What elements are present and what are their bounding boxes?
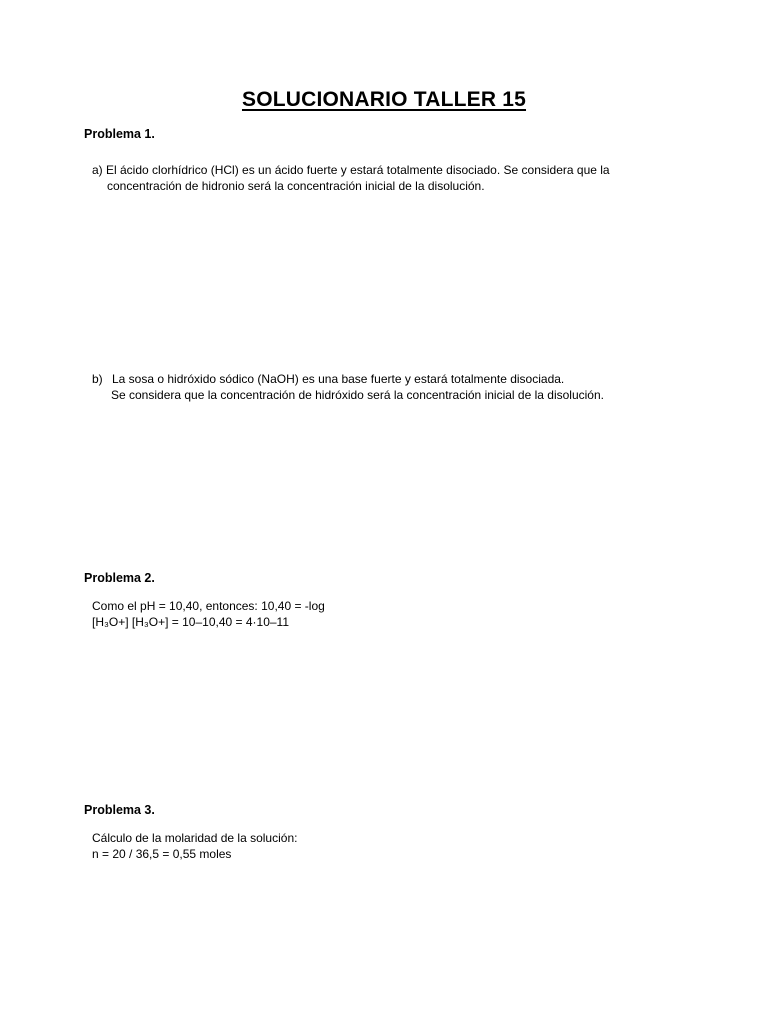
problem-1-part-a [92,162,610,194]
problem-1-part-b-line-2: Se considera que la concentración de hidróxido será la concentración inicial de la disolución. [111,388,604,402]
problem-1-part-a-line-2: concentración de hidronio será la concentración inicial de la disolución. [107,179,485,193]
problem-3-line-2: n = 20 / 36,5 = 0,55 moles [92,847,232,861]
problem-3-heading: Problema 3. [84,803,155,817]
problem-2-line-2: [H₃O+] [H₃O+] = 10–10,40 = 4·10–11 [92,615,290,629]
problem-1-part-b-label: b) [92,372,103,386]
document-title: SOLUCIONARIO TALLER 15 [241,88,527,111]
problem-2-body [92,598,325,630]
problem-1-part-b [92,371,604,403]
problem-1-heading: Problema 1. [84,127,155,141]
problem-3-body [92,830,297,862]
problem-1-part-b-line-1 [92,371,604,387]
problem-2-heading: Problema 2. [84,571,155,585]
problem-2-line-1: Como el pH = 10,40, entonces: 10,40 = -log [92,599,325,613]
problem-1-part-b-text: La sosa o hidróxido sódico (NaOH) es una base fuerte y estará totalmente disociada. [112,372,565,386]
problem-3-line-1: Cálculo de la molaridad de la solución: [92,831,298,845]
problem-1-part-a-line-1: a) El ácido clorhídrico (HCl) es un ácido fuerte y estará totalmente disociado. Se considera que la [92,163,610,177]
